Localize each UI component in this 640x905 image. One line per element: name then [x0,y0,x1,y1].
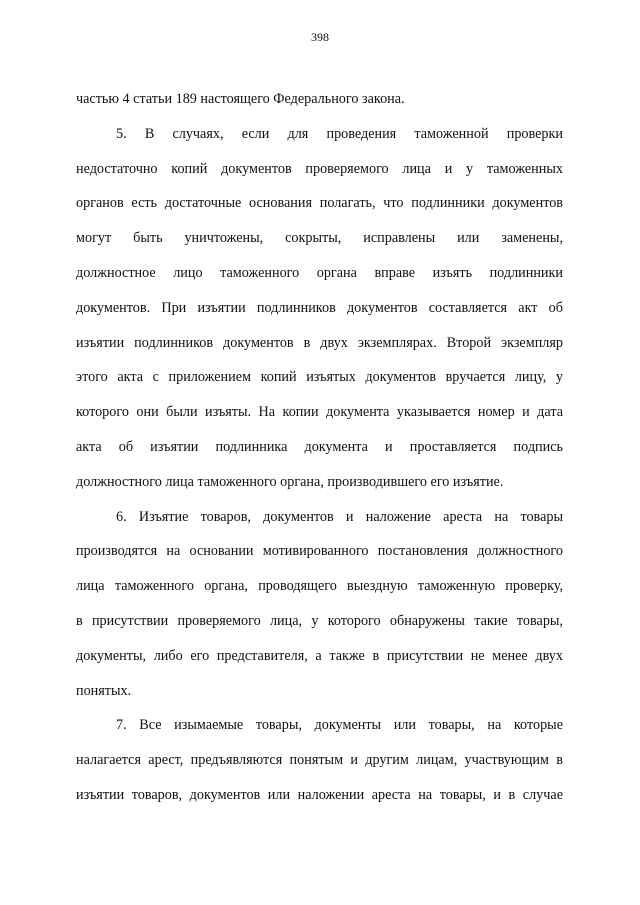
text-line: которого они были изъяты. На копии документа указывается номер и дата [76,404,563,421]
paragraph-6-first-line: 6. Изъятие товаров, документов и наложение ареста на товары [116,508,563,525]
document-body [76,82,563,813]
text-line: должностное лицо таможенного органа вправе изъять подлинники [76,264,563,281]
text-line: акта об изъятии подлинника документа и проставляется подпись [76,438,563,455]
page-number: 398 [311,30,329,44]
paragraph-7-first-line: 7. Все изымаемые товары, документы или товары, на которые [116,717,563,734]
text-line: документов. При изъятии подлинников документов составляется акт об [76,299,563,316]
text-line: изъятии товаров, документов или наложении ареста на товары, и в случае [76,786,563,803]
text-line: понятых. [76,682,132,699]
text-line: налагается арест, предъявляются понятым и другим лицам, участвующим в [76,752,563,769]
text-line: документы, либо его представителя, а также в присутствии не менее двух [76,647,563,664]
text-line: производятся на основании мотивированного постановления должностного [76,543,563,560]
text-line: органов есть достаточные основания полагать, что подлинники документов [76,195,563,212]
text-line: должностного лица таможенного органа, производившего его изъятие. [76,473,504,490]
paragraph-5-first-line: 5. В случаях, если для проведения таможенной проверки [116,125,563,142]
text-line: этого акта с приложением копий изъятых документов вручается лицу, у [76,369,563,386]
text-line: в присутствии проверяемого лица, у которого обнаружены такие товары, [76,612,563,629]
text-line: недостаточно копий документов проверяемого лица и у таможенных [76,160,563,177]
text-line: лица таможенного органа, проводящего выездную таможенную проверку, [76,578,563,595]
text-line: частью 4 статьи 189 настоящего Федерального закона. [76,91,405,107]
text-line: изъятии подлинников документов в двух экземплярах. Второй экземпляр [76,334,563,351]
text-line: могут быть уничтожены, сокрыты, исправлены или заменены, [76,230,563,247]
